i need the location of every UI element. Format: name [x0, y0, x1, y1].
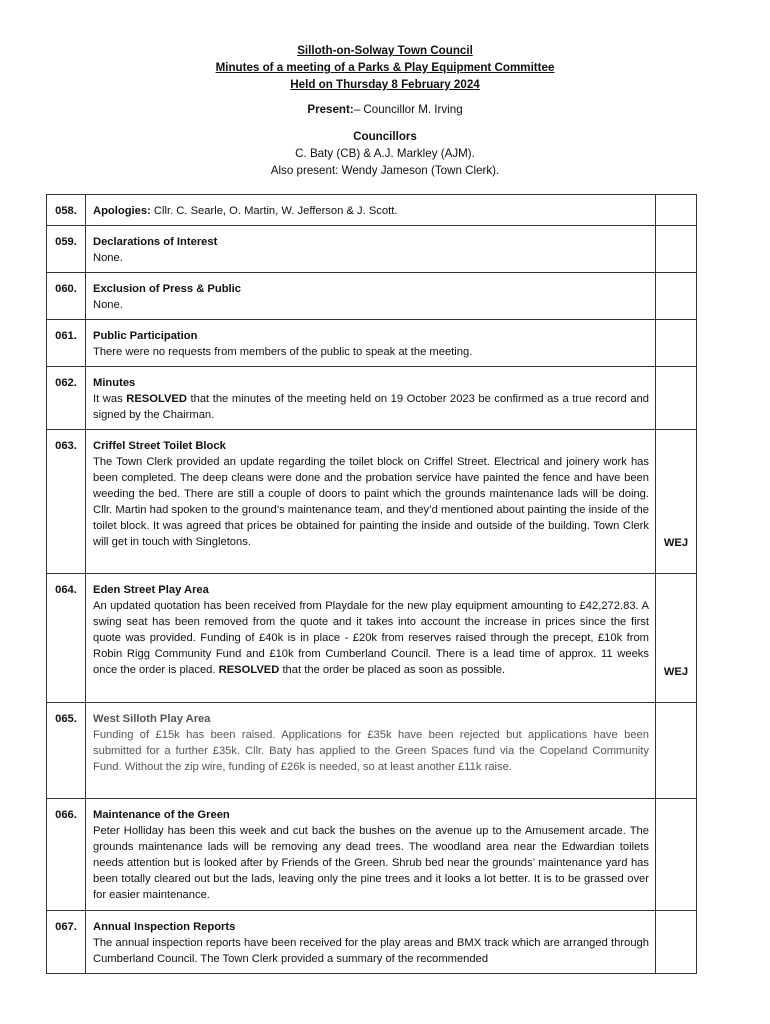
item-action — [656, 195, 697, 226]
council-name: Silloth-on-Solway Town Council — [297, 44, 473, 57]
item-action — [656, 703, 697, 799]
item-action — [656, 320, 697, 367]
meeting-date: Held on Thursday 8 February 2024 — [290, 78, 480, 91]
item-body — [86, 226, 656, 273]
item-text-before: It was — [93, 393, 127, 405]
item-text-before: An updated quotation has been received from Playdale for the new play equipment amounting to £42,272.83. A swing seat has been removed from the quote and it takes into account the increase in prices since the first quote was provided. Funding of £40k is in place - £20k from reserves raised through the precept, £10k from Robin Rigg Community Fund and £10k from Cumberland Council. There is a lead time of approx. 11 weeks once the order is placed. — [93, 600, 649, 676]
action-initials: WEJ — [656, 574, 697, 703]
item-body — [86, 320, 656, 367]
also-present: Also present: Wendy Jameson (Town Clerk). — [270, 164, 500, 177]
minute-item-060 — [47, 273, 697, 320]
minute-item-058 — [47, 195, 697, 226]
item-text: Peter Holliday has been this week and cut back the bushes on the avenue up to the Amusement arcade. The grounds maintenance lads will be removing any dead trees. The woodland area near the Edwardian toilets needs attention but is looked after by Friends of the Green. Shrub bed near the grounds’ maintenance yard has been totally cleared out but the lads, leaving only the pine trees and it looks a lot better. It is to be grassed over for easier maintenance. — [93, 825, 649, 901]
item-body — [86, 799, 656, 911]
councillors-value: C. Baty (CB) & A.J. Markley (AJM). — [295, 147, 475, 160]
item-action — [656, 799, 697, 911]
item-title: Minutes — [93, 377, 136, 389]
item-number: 060. — [47, 273, 86, 320]
item-text-after: that the minutes of the meeting held on 19 October 2023 be confirmed as a true record and signed by the Chairman. — [93, 393, 650, 421]
resolved-keyword: RESOLVED — [126, 393, 187, 405]
present-line — [0, 101, 770, 118]
item-number: 061. — [47, 320, 86, 367]
item-title: Apologies: — [93, 205, 151, 217]
item-title: Declarations of Interest — [93, 236, 218, 248]
item-number: 066. — [47, 799, 86, 911]
item-text-after: that the order be placed as soon as possible. — [279, 664, 506, 676]
action-initials: WEJ — [656, 430, 697, 574]
resolved-keyword: RESOLVED — [218, 664, 280, 676]
councillors-label: Councillors — [353, 130, 417, 143]
minute-item-061 — [47, 320, 697, 367]
item-action — [656, 273, 697, 320]
item-body — [86, 703, 656, 799]
item-text: Cllr. C. Searle, O. Martin, W. Jefferson & J. Scott. — [150, 205, 398, 217]
item-text: None. — [93, 252, 123, 264]
item-number: 059. — [47, 226, 86, 273]
item-body — [86, 367, 656, 430]
present-label: Present: — [307, 103, 354, 116]
item-body — [86, 195, 656, 226]
minute-item-064 — [47, 574, 697, 703]
item-title: Exclusion of Press & Public — [93, 283, 241, 295]
item-action — [656, 367, 697, 430]
item-number: 063. — [47, 430, 86, 574]
minute-item-067 — [47, 911, 697, 974]
item-title: Maintenance of the Green — [93, 809, 230, 821]
item-text: The annual inspection reports have been received for the play areas and BMX track which are arranged through Cumberland Council. The Town Clerk provided a summary of the recommended — [93, 937, 649, 965]
minutes-table — [46, 194, 697, 974]
item-title: Annual Inspection Reports — [93, 921, 236, 933]
minute-item-059 — [47, 226, 697, 273]
item-text: There were no requests from members of the public to speak at the meeting. — [93, 346, 473, 358]
item-text — [93, 391, 649, 423]
item-action — [656, 911, 697, 974]
minute-item-063 — [47, 430, 697, 574]
item-action — [656, 226, 697, 273]
item-title: Public Participation — [93, 330, 198, 342]
item-number: 067. — [47, 911, 86, 974]
item-body — [86, 911, 656, 974]
item-number: 065. — [47, 703, 86, 799]
meeting-title: Minutes of a meeting of a Parks & Play Equipment Committee — [215, 61, 555, 74]
item-number: 058. — [47, 195, 86, 226]
minutes-header — [0, 42, 770, 179]
item-text: The Town Clerk provided an update regarding the toilet block on Criffel Street. Electrical and joinery work has been completed. The deep cleans were done and the probation service have painted the fence and have been weeding the bed. There are still a couple of doors to paint which the grounds maintenance lads will be doing. Cllr. Martin had spoken to the ground’s maintenance team, and they’d mentioned about painting the inside of the toilet block. It was agreed that prices be obtained for painting the inside and outside of the building. Town Clerk will get in touch with Singletons. — [93, 456, 649, 548]
item-body — [86, 574, 656, 703]
item-text — [93, 598, 649, 678]
item-title: Eden Street Play Area — [93, 584, 209, 596]
item-body — [86, 430, 656, 574]
item-title: West Silloth Play Area — [93, 713, 211, 725]
minute-item-065 — [47, 703, 697, 799]
item-body — [86, 273, 656, 320]
minute-item-066 — [47, 799, 697, 911]
present-value: – Councillor M. Irving — [353, 103, 463, 116]
item-number: 064. — [47, 574, 86, 703]
item-text: Funding of £15k has been raised. Applications for £35k have been rejected but applications have been submitted for a further £35k. Cllr. Baty has applied to the Green Spaces fund via the Copeland Community Fund. Without the zip wire, funding of £26k is needed, so at least another £11k raise. — [93, 729, 649, 773]
minute-item-062 — [47, 367, 697, 430]
item-text: None. — [93, 299, 123, 311]
item-title: Criffel Street Toilet Block — [93, 440, 226, 452]
item-number: 062. — [47, 367, 86, 430]
